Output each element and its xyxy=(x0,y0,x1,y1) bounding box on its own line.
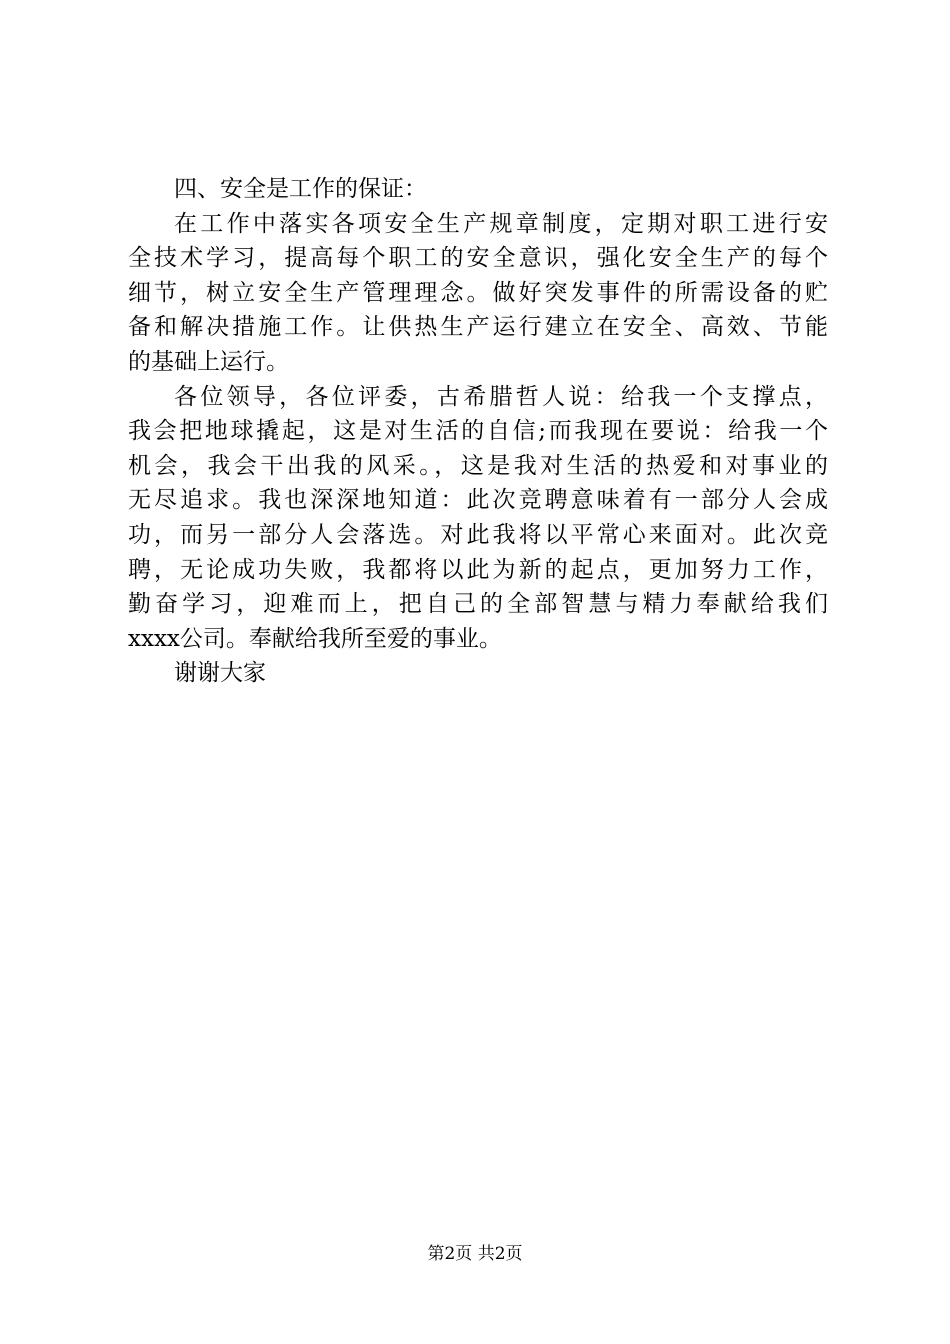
document-body xyxy=(128,172,828,691)
text-line: 的基础上运行。 xyxy=(128,348,289,375)
text-line: xxxx公司。奉献给我所至爱的事业。 xyxy=(128,625,502,652)
text-line: 机会，我会干出我的风采。，这是我对生活的热爱和对事业的 xyxy=(128,452,828,479)
thanks-line: 谢谢大家 xyxy=(174,660,266,687)
text-line: 各位领导，各位评委，古希腊哲人说：给我一个支撑点， xyxy=(174,383,828,410)
text-line: 细节，树立安全生产管理理念。做好突发事件的所需设备的贮 xyxy=(128,279,828,306)
text-line: 勤奋学习，迎难而上，把自己的全部智慧与精力奉献给我们 xyxy=(128,591,828,618)
paragraph-safety xyxy=(128,207,828,380)
text-line: 全技术学习，提高每个职工的安全意识，强化安全生产的每个 xyxy=(128,245,828,272)
text-line: 我会把地球撬起，这是对生活的自信;而我现在要说：给我一个 xyxy=(128,418,828,445)
text-line: 聘，无论成功失败，我都将以此为新的起点，更加努力工作， xyxy=(128,556,828,583)
page-footer: 第2页 共2页 xyxy=(427,1244,523,1264)
text-line: 备和解决措施工作。让供热生产运行建立在安全、高效、节能 xyxy=(128,314,828,341)
text-line: 功，而另一部分人会落选。对此我将以平常心来面对。此次竞 xyxy=(128,521,828,548)
paragraph-closing xyxy=(128,380,828,657)
text-line: 无尽追求。我也深深地知道：此次竞聘意味着有一部分人会成 xyxy=(128,487,828,514)
section-heading: 四、安全是工作的保证： xyxy=(174,176,427,202)
text-line: 在工作中落实各项安全生产规章制度，定期对职工进行安 xyxy=(174,210,828,237)
